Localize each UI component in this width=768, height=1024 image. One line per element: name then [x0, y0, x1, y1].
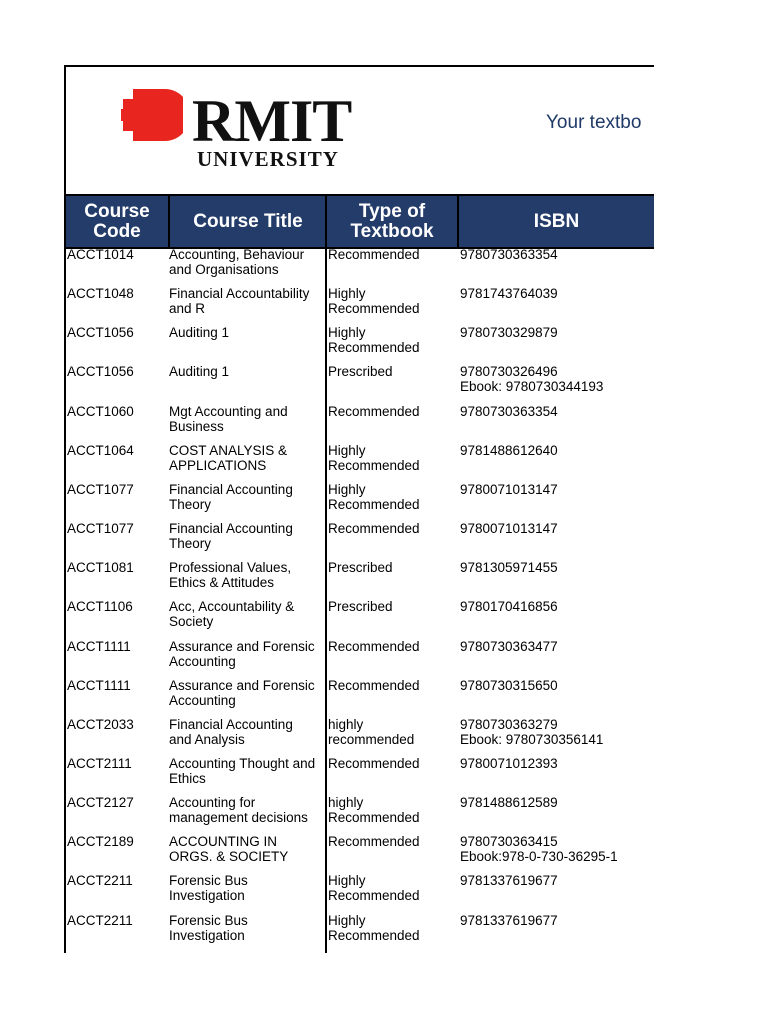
isbn-cell: 9780730363279 Ebook: 9780730356141	[460, 716, 604, 747]
rmit-logo-icon	[121, 89, 183, 146]
isbn-cell: 9781337619677	[460, 873, 558, 889]
course-code-cell: ACCT2127	[67, 795, 134, 811]
course-code-cell: ACCT2033	[67, 716, 134, 732]
isbn-cell: 9780730315650	[460, 677, 558, 693]
textbook-type-cell: Highly Recommended	[328, 481, 420, 512]
course-code-cell: ACCT1077	[67, 481, 134, 497]
table-row	[66, 834, 654, 873]
table-row	[66, 873, 654, 912]
textbook-type-cell: Prescribed	[328, 364, 393, 380]
isbn-cell: 9780730363415 Ebook:978-0-730-36295-1	[460, 834, 618, 865]
course-code-cell: ACCT2211	[67, 873, 133, 889]
isbn-cell: 9781488612640	[460, 442, 558, 458]
course-code-cell: ACCT1056	[67, 364, 134, 380]
table-row	[66, 639, 654, 678]
course-code-cell: ACCT1081	[67, 560, 134, 576]
textbook-sheet	[64, 65, 654, 953]
course-title-cell: Accounting Thought and Ethics	[169, 755, 316, 786]
course-title-cell: Forensic Bus Investigation	[169, 912, 248, 943]
course-title-cell: Assurance and Forensic Accounting	[169, 677, 315, 708]
course-title-cell: Forensic Bus Investigation	[169, 873, 248, 904]
course-code-cell: ACCT1014	[67, 247, 134, 262]
course-code-cell: ACCT2189	[67, 834, 134, 850]
textbook-type-cell: highly recommended	[328, 716, 415, 747]
isbn-cell: 9780071013147	[460, 521, 558, 537]
course-code-cell: ACCT1048	[67, 286, 134, 302]
column-header-type: Type of Textbook	[325, 196, 457, 247]
textbook-type-cell: Highly Recommended	[328, 873, 420, 904]
column-header-code: Course Code	[84, 200, 150, 242]
textbook-type-cell: Highly Recommended	[328, 442, 420, 473]
textbook-type-cell: Highly Recommended	[328, 286, 420, 317]
table-row	[66, 286, 654, 325]
course-title-cell: Professional Values, Ethics & Attitudes	[169, 560, 292, 591]
course-code-cell: ACCT1077	[67, 521, 134, 537]
textbook-type-cell: Prescribed	[328, 560, 393, 576]
textbook-type-cell: highly Recommended	[328, 795, 420, 826]
table-row	[66, 678, 654, 717]
isbn-cell: 9781305971455	[460, 560, 558, 576]
table-row	[66, 795, 654, 834]
isbn-cell: 9780071013147	[460, 481, 558, 497]
textbook-type-cell: Prescribed	[328, 599, 393, 615]
table-row	[66, 560, 654, 599]
course-code-cell: ACCT2211	[67, 912, 133, 928]
course-title-cell: Financial Accountability and R	[169, 286, 310, 317]
course-title-cell: ACCOUNTING IN ORGS. & SOCIETY	[169, 834, 289, 865]
table-row	[66, 599, 654, 638]
table-row	[66, 913, 654, 952]
table-row	[66, 482, 654, 521]
course-code-cell: ACCT2111	[67, 755, 132, 771]
table-row	[66, 404, 654, 443]
course-title-cell: Assurance and Forensic Accounting	[169, 638, 315, 669]
textbook-type-cell: Recommended	[328, 638, 420, 654]
logo-subtitle: UNIVERSITY	[197, 147, 339, 171]
course-title-cell: Financial Accounting Theory	[169, 481, 293, 512]
isbn-cell: 9781743764039	[460, 286, 558, 302]
isbn-cell: 9780730363354	[460, 403, 558, 419]
course-code-cell: ACCT1064	[67, 442, 134, 458]
table-row	[66, 325, 654, 364]
textbook-type-cell: Highly Recommended	[328, 912, 420, 943]
isbn-cell: 9780071012393	[460, 755, 558, 771]
textbook-type-cell: Recommended	[328, 247, 420, 262]
table-row	[66, 717, 654, 756]
course-code-cell: ACCT1056	[67, 325, 134, 341]
course-title-cell: COST ANALYSIS & APPLICATIONS	[169, 442, 288, 473]
table-row	[66, 443, 654, 482]
course-code-cell: ACCT1111	[67, 677, 131, 693]
isbn-cell: 9781337619677	[460, 912, 558, 928]
page-tagline: Your textbo	[546, 112, 642, 133]
isbn-cell: 9781488612589	[460, 795, 558, 811]
sheet-header	[66, 67, 654, 194]
course-code-cell: ACCT1060	[67, 403, 134, 419]
textbook-type-cell: Highly Recommended	[328, 325, 420, 356]
isbn-cell: 9780730363354	[460, 247, 558, 262]
course-title-cell: Financial Accounting Theory	[169, 521, 293, 552]
textbook-type-cell: Recommended	[328, 755, 420, 771]
column-header-row	[66, 194, 654, 249]
table-row	[66, 756, 654, 795]
course-title-cell: Acc, Accountability & Society	[169, 599, 295, 630]
column-header-title: Course Title	[168, 196, 326, 247]
logo-wordmark: RMIT	[192, 88, 352, 154]
column-header-isbn: ISBN	[457, 196, 654, 247]
isbn-cell: 9780730329879	[460, 325, 558, 341]
isbn-cell: 9780170416856	[460, 599, 558, 615]
course-code-cell: ACCT1111	[67, 638, 131, 654]
course-title-cell: Financial Accounting and Analysis	[169, 716, 293, 747]
textbook-type-cell: Recommended	[328, 521, 420, 537]
isbn-cell: 9780730363477	[460, 638, 558, 654]
isbn-cell: 9780730326496 Ebook: 9780730344193	[460, 364, 604, 395]
course-title-cell: Accounting, Behaviour and Organisations	[169, 247, 305, 277]
table-row	[66, 247, 654, 286]
course-title-cell: Auditing 1	[169, 364, 230, 380]
course-title-cell: Mgt Accounting and Business	[169, 403, 288, 434]
table-row	[66, 364, 654, 403]
textbook-type-cell: Recommended	[328, 403, 420, 419]
textbook-type-cell: Recommended	[328, 834, 420, 850]
course-title-cell: Accounting for management decisions	[169, 795, 308, 826]
table-row	[66, 521, 654, 560]
course-title-cell: Auditing 1	[169, 325, 230, 341]
textbook-type-cell: Recommended	[328, 677, 420, 693]
course-code-cell: ACCT1106	[67, 599, 133, 615]
